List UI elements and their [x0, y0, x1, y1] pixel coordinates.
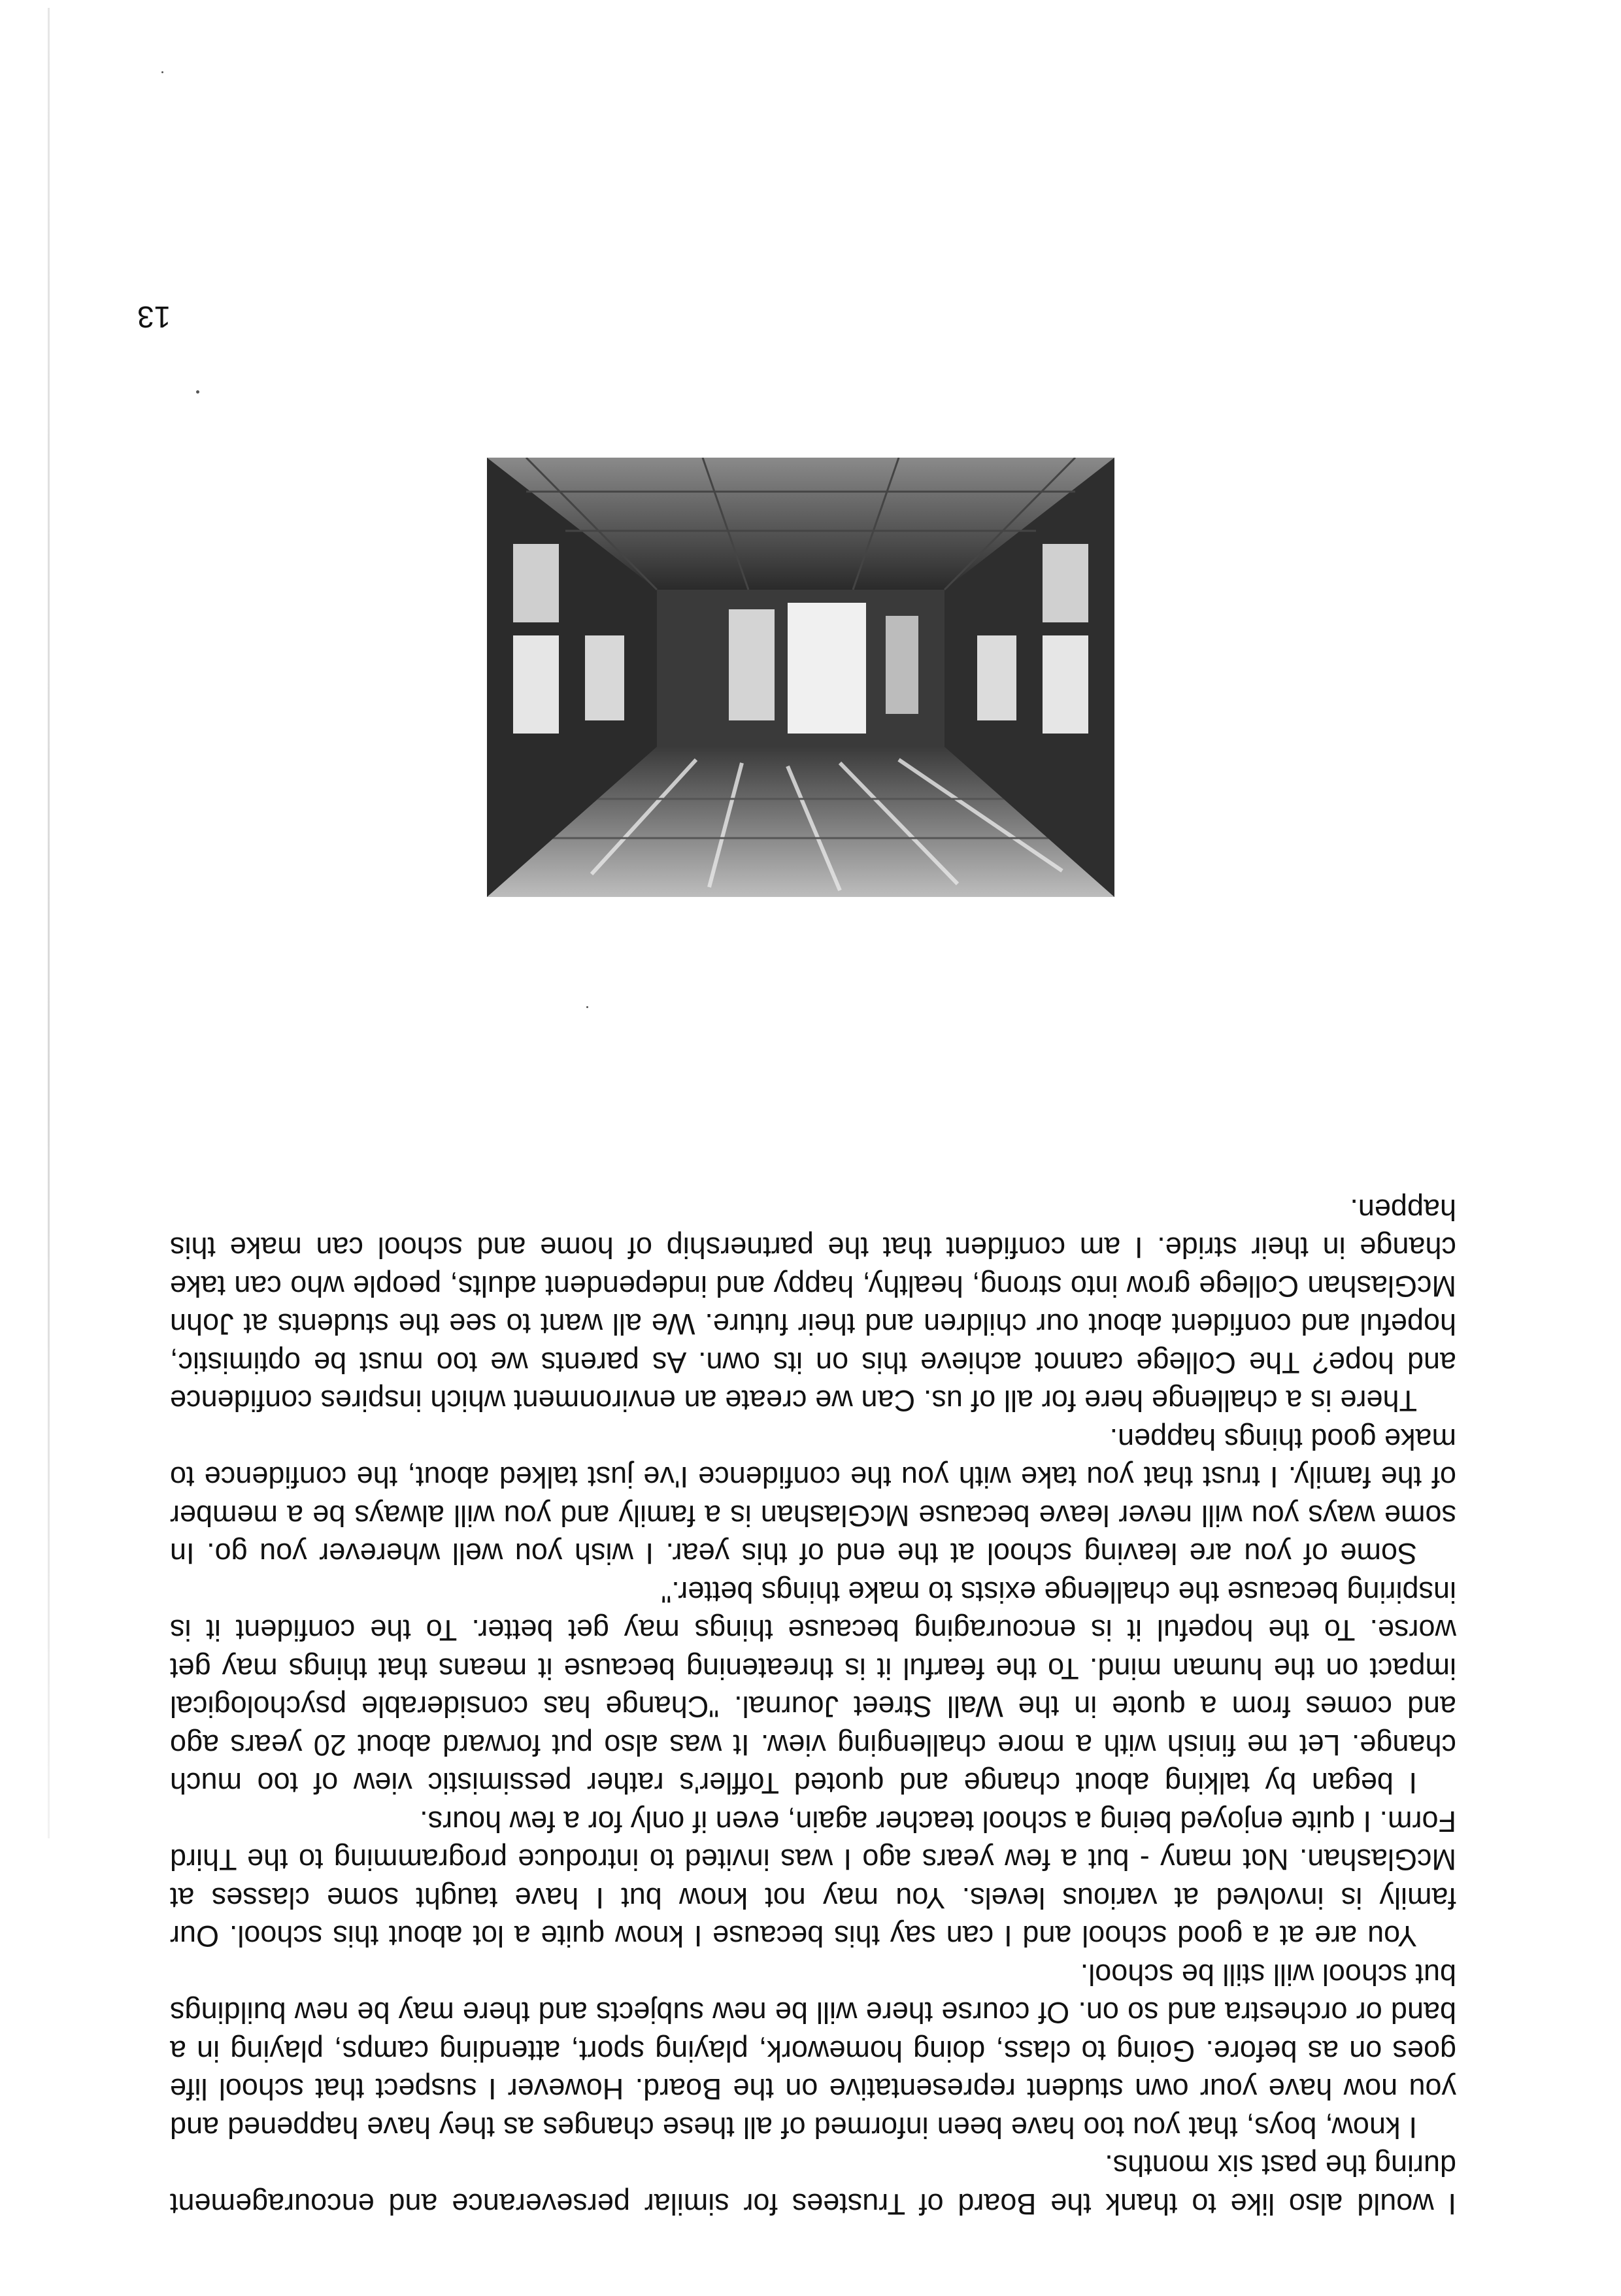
scan-speck — [161, 71, 163, 73]
body-text — [170, 1190, 1456, 2223]
interior-photo — [487, 458, 1114, 897]
scan-speck — [586, 1006, 588, 1008]
paragraph: You are at a good school and I can say this because I know quite a lot about this school. Our family is involved at various levels. You may not know but I have taught some classes at McGlashan. Not many - but a few years ago I was invited to introduce programming to the Third Form. I quite enjoyed being a school teacher again, even if only for a few hours. — [170, 1805, 1456, 1953]
paragraph: I know, boys, that you too have been informed of all these changes as they have happened and you now have your own student representative on the Board. However I suspect that school life goes on as before. Going to class, doing homework, playing sport, attending camps, playing in a band or orchestra and so on. Of course there will be new subjects and there may be new buildings but school will still be school. — [170, 1958, 1456, 2144]
paragraph: I began by talking about change and quoted Toffler's rather pessimistic view of too much change. Let me finish with a more challenging view. It was also put forward about 20 years ago and comes from a quote in the Wall Street Journal. "Change has considerable psychological impact on the human mind. To the fearful it is threatening because it means that things may get worse. To the hopeful it is encouraging because things may get better. To the confident it is inspiring because the challenge exists to make things better." — [170, 1576, 1456, 1800]
scan-speck — [196, 390, 199, 394]
scan-edge-shadow — [48, 8, 50, 1838]
paragraph: There is a challenge here for all of us. Can we create an environment which inspires confidence and hope? The College cannot achieve this on its own. As parents we too must be optimistic, hopeful and confident about our children and their future. We all want to see the students at John McGlashan College grow into strong, healthy, happy and independent adults, people who can take change in their stride. I am confident that the partnership of home and school can make this happen. — [170, 1193, 1456, 1418]
paragraph: I would also like to thank the Board of Trustees for similar perseverance and encouragement during the past six months. — [170, 2149, 1456, 2221]
page-number: 13 — [137, 300, 171, 334]
paragraph: Some of you are leaving school at the end of this year. I wish you well wherever you go. In some ways you will never leave because McGlashan is a family and you will always be a member of the family. I trust that you take with you the confidence I've just talked about, the confidence to make good things happen. — [170, 1423, 1456, 1571]
